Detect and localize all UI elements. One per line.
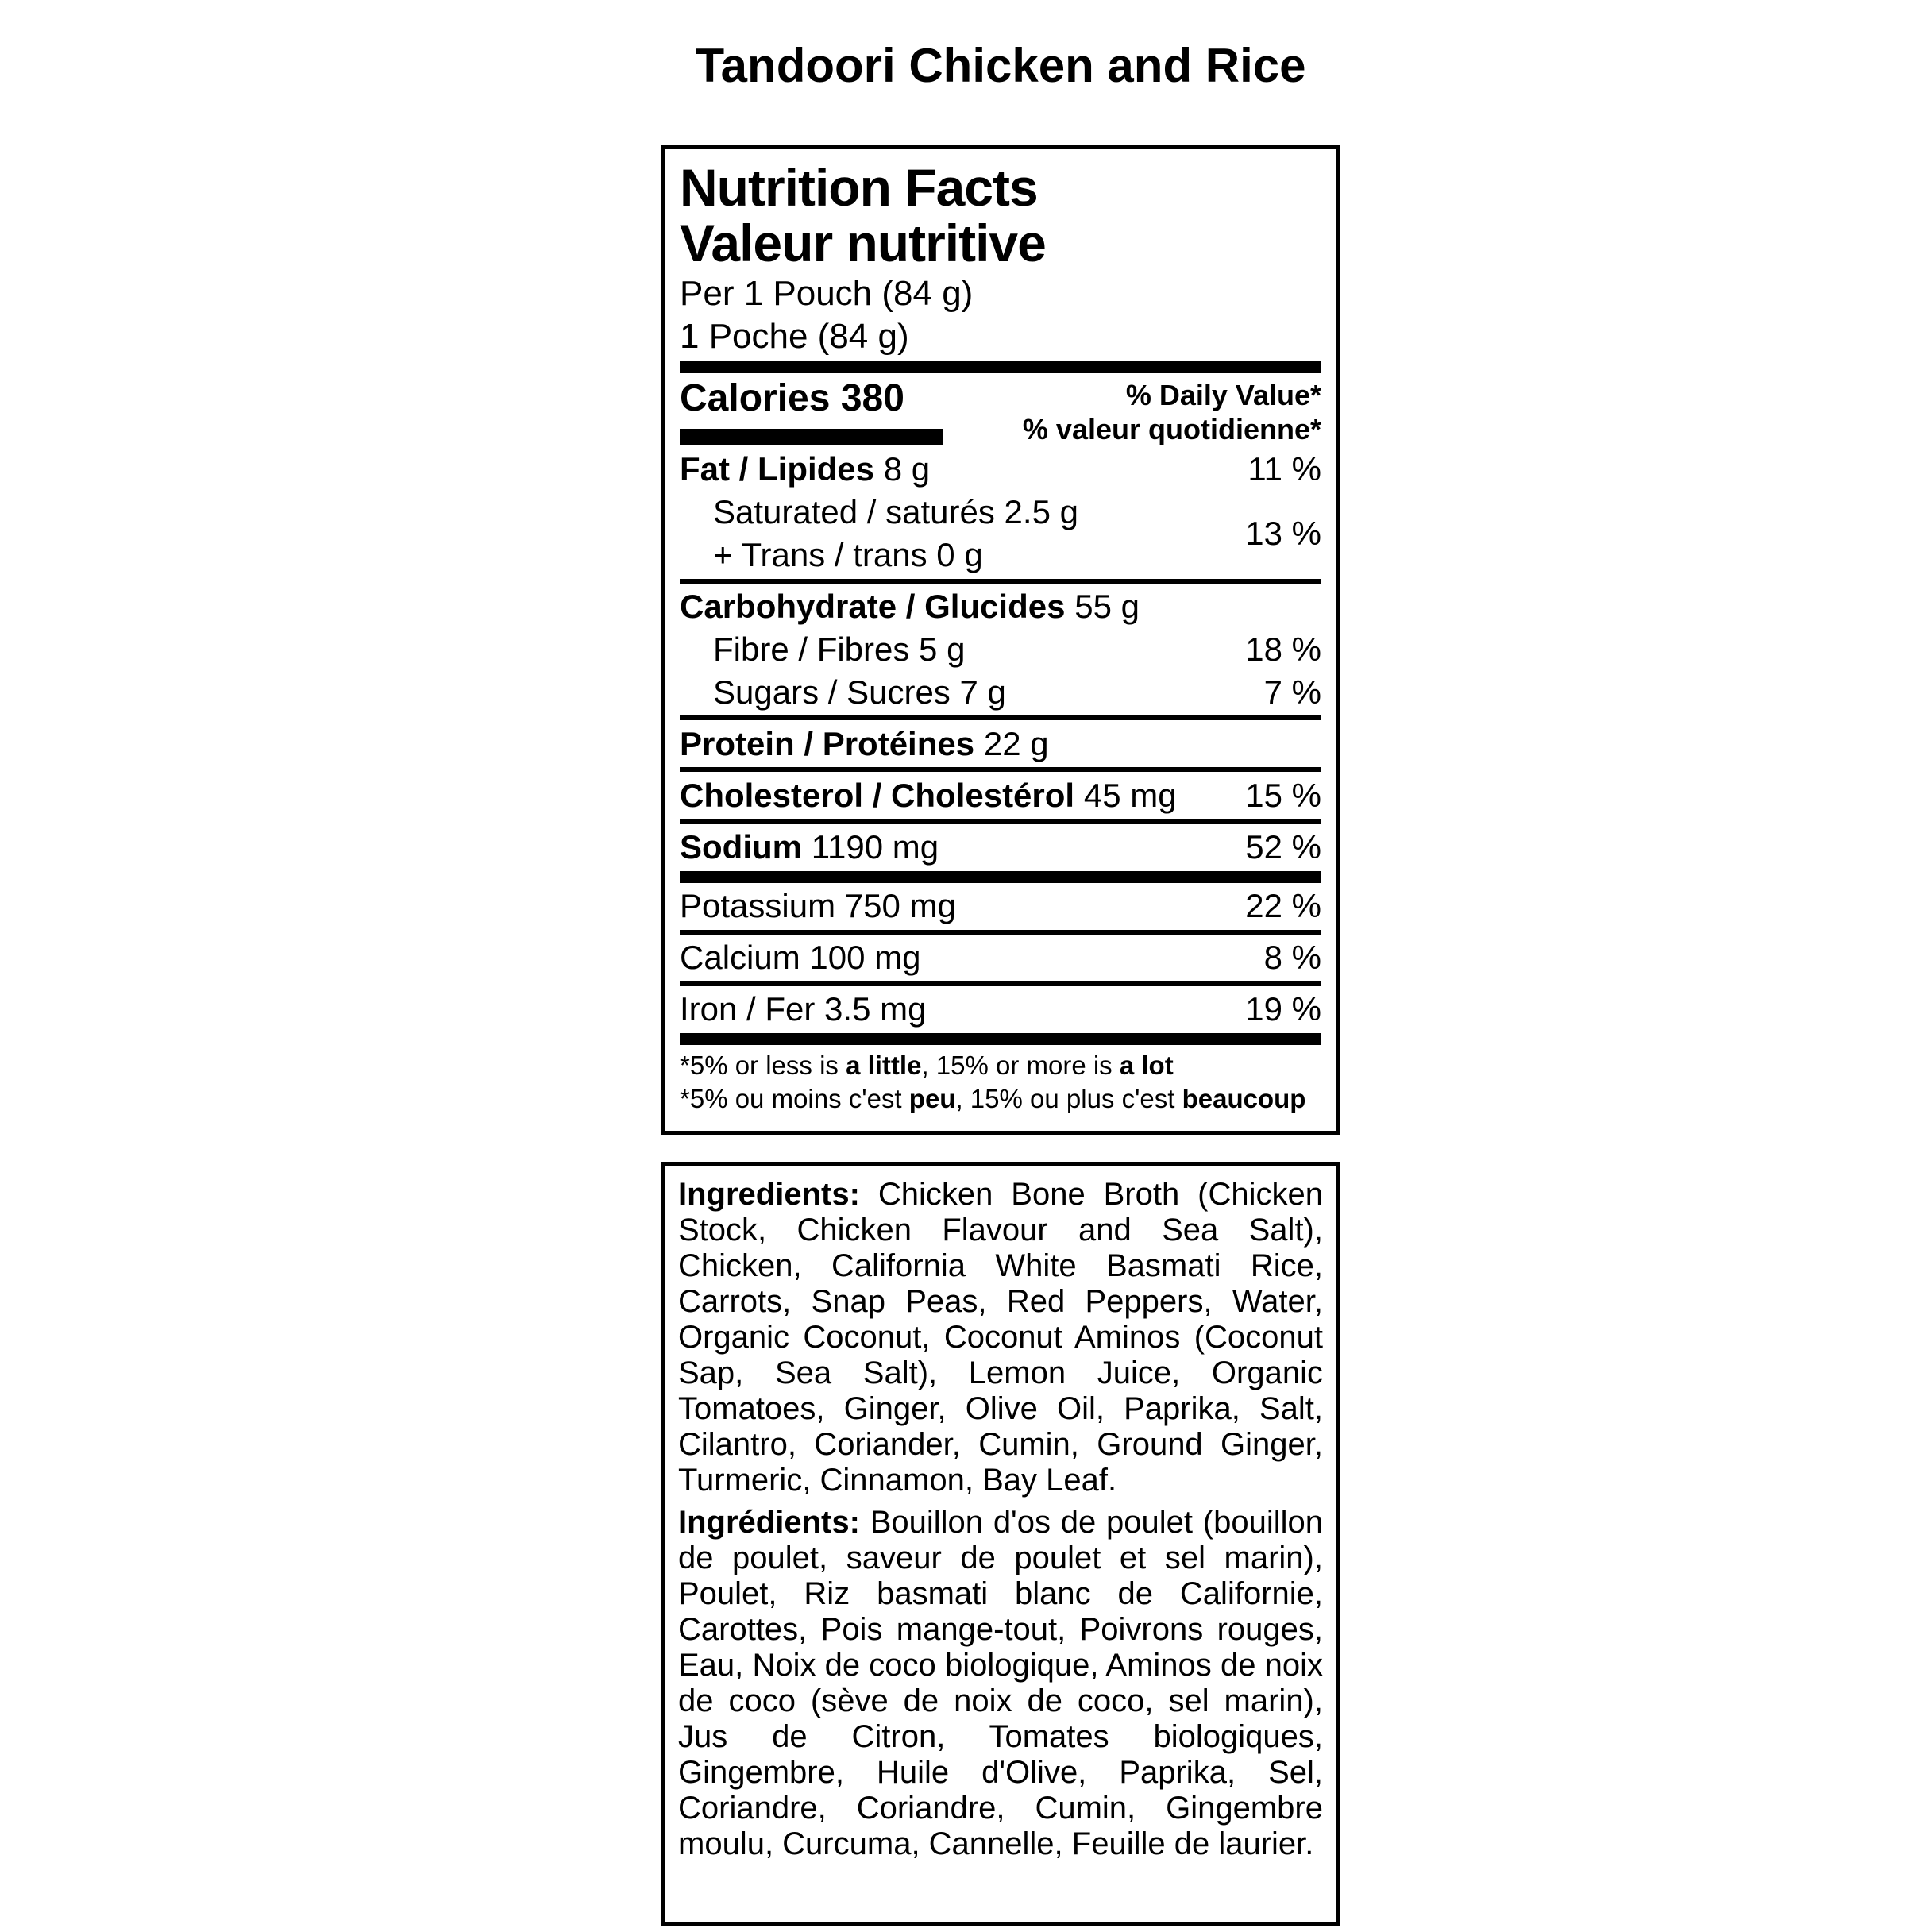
serving-size-fr: 1 Poche (84 g)	[680, 316, 909, 356]
divider-thick-top	[680, 361, 1321, 373]
iron-label: Iron / Fer 3.5 mg	[680, 990, 927, 1028]
row-fat	[680, 450, 1321, 488]
nutrition-facts-header	[680, 160, 1321, 357]
ingredients-en	[678, 1177, 1323, 1498]
fat-label: Fat / Lipides	[680, 450, 875, 488]
protein-amount: 22 g	[983, 724, 1049, 762]
sodium-amount: 1190 mg	[811, 827, 939, 866]
row-fibre	[680, 631, 1321, 669]
ingredients-fr	[678, 1505, 1323, 1862]
fibre-dv: 18 %	[1245, 631, 1321, 669]
cholesterol-label: Cholesterol / Cholestérol	[680, 776, 1075, 814]
footnote-fr-text: *5% ou moins c'est	[680, 1084, 909, 1114]
row-sodium	[680, 828, 1321, 866]
potassium-label: Potassium 750 mg	[680, 887, 956, 925]
ingredients-en-text: Chicken Bone Broth (Chicken Stock, Chicken Flavour and Sea Salt), Chicken, California White Basmati Rice, Carrots, Snap Peas, Red Peppers, Water, Organic Coconut, Coconut Aminos (Coconut Sap, Sea Salt), Lemon Juice, Organic Tomatoes, Ginger, Olive Oil, Paprika, Salt, Cilantro, Coriander, Cumin, Ground Ginger, Turmeric, Cinnamon, Bay Leaf.	[678, 1177, 1323, 1498]
row-calcium	[680, 939, 1321, 977]
divider	[680, 930, 1321, 935]
ingredients-en-label: Ingredients:	[678, 1177, 860, 1212]
fat-amount: 8 g	[883, 450, 931, 488]
footnote-fr	[680, 1082, 1321, 1116]
footnote-en-bold-little: a little	[846, 1051, 922, 1081]
fat-dv: 11 %	[1248, 450, 1321, 488]
sodium-dv: 52 %	[1245, 827, 1321, 866]
row-sugars	[680, 673, 1321, 711]
nf-title-en: Nutrition Facts	[680, 158, 1038, 217]
divider	[680, 981, 1321, 986]
nutrition-facts-panel	[661, 145, 1340, 1135]
footnote-block	[680, 1049, 1321, 1116]
row-iron	[680, 990, 1321, 1028]
calories-underline-bar	[680, 429, 943, 445]
calories-row	[680, 378, 943, 420]
trans-label: + Trans / trans 0 g	[713, 536, 983, 574]
ingredients-fr-label: Ingrédients:	[678, 1505, 860, 1540]
calories-section	[680, 378, 1321, 446]
cholesterol-dv: 15 %	[1245, 776, 1321, 814]
row-carbohydrate	[680, 588, 1321, 626]
carbohydrate-amount: 55 g	[1074, 588, 1140, 626]
sodium-label: Sodium	[680, 827, 802, 866]
footnote-en	[680, 1049, 1321, 1082]
iron-dv: 19 %	[1245, 990, 1321, 1028]
sugars-label: Sugars / Sucres 7 g	[713, 673, 1006, 711]
carbohydrate-label: Carbohydrate / Glucides	[680, 588, 1066, 626]
protein-label: Protein / Protéines	[680, 724, 975, 762]
footnote-fr-text2: , 15% ou plus c'est	[955, 1084, 1182, 1114]
calories-value: 380	[840, 376, 904, 419]
row-protein	[680, 725, 1321, 763]
calories-block	[680, 378, 943, 445]
footnote-en-text: *5% or less is	[680, 1051, 846, 1081]
divider-thick-bottom	[680, 1033, 1321, 1045]
calcium-label: Calcium 100 mg	[680, 939, 921, 977]
divider-thick-middle	[680, 871, 1321, 883]
row-saturated-trans	[680, 493, 1321, 575]
page-title: Tandoori Chicken and Rice	[695, 39, 1306, 92]
calories-label: Calories	[680, 376, 831, 419]
nf-title-fr: Valeur nutritive	[680, 213, 1046, 272]
footnote-en-text2: , 15% or more is	[921, 1051, 1120, 1081]
calcium-dv: 8 %	[1263, 939, 1321, 977]
serving-size-en: Per 1 Pouch (84 g)	[680, 273, 974, 313]
saturated-trans-dv: 13 %	[1245, 515, 1321, 553]
row-cholesterol	[680, 777, 1321, 815]
divider	[680, 715, 1321, 720]
row-potassium	[680, 887, 1321, 925]
ingredients-fr-text: Bouillon d'os de poulet (bouillon de poulet, saveur de poulet et sel marin), Poulet, Riz basmati blanc de Californie, Carottes, Pois mange-tout, Poivrons rouges, Eau, Noix de coco biologique, Aminos de noix de coco (sève de noix de coco, sel marin), Jus de Citron, Tomates biologiques, Gingembre, Huile d'Olive, Paprika, Sel, Coriandre, Coriandre, Cumin, Gingembre moulu, Curcuma, Cannelle, Feuille de laurier.	[678, 1505, 1323, 1861]
daily-value-header-en: % Daily Value*	[1125, 378, 1321, 411]
daily-value-header	[1023, 378, 1321, 446]
footnote-fr-bold-beaucoup: beaucoup	[1182, 1084, 1306, 1114]
fibre-label: Fibre / Fibres 5 g	[713, 631, 966, 669]
sugars-dv: 7 %	[1263, 673, 1321, 711]
divider	[680, 579, 1321, 584]
potassium-dv: 22 %	[1245, 887, 1321, 925]
footnote-en-bold-lot: a lot	[1119, 1051, 1174, 1081]
divider	[680, 767, 1321, 772]
daily-value-header-fr: % valeur quotidienne*	[1022, 412, 1321, 445]
ingredients-panel	[661, 1162, 1340, 1926]
footnote-fr-bold-peu: peu	[908, 1084, 956, 1114]
divider	[680, 819, 1321, 824]
cholesterol-amount: 45 mg	[1083, 776, 1177, 814]
saturated-label: Saturated / saturés 2.5 g	[713, 492, 1078, 530]
